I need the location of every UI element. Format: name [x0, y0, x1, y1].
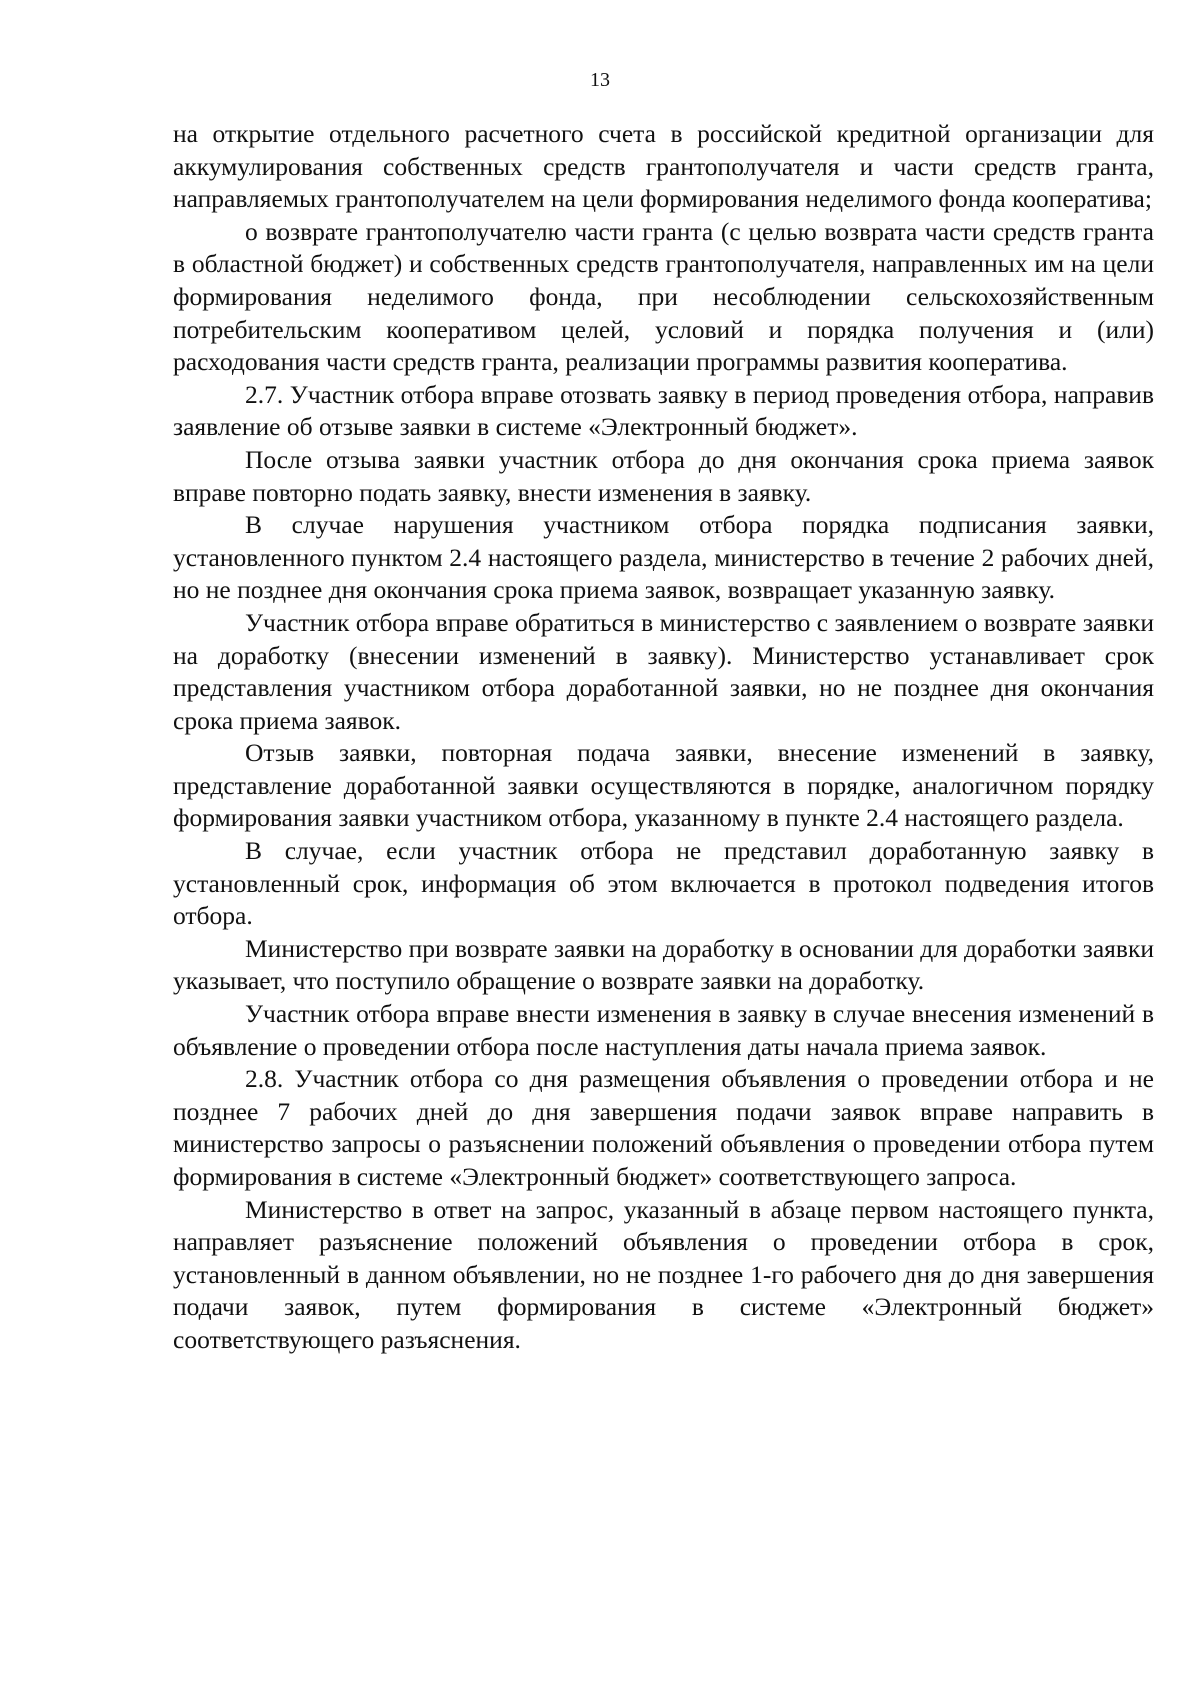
paragraph-resubmission: После отзыва заявки участник отбора до дня окончания срока приема заявок вправе повторно подать заявку, внести изменения в заявку. [173, 444, 1154, 507]
paragraph-ministry-response: Министерство в ответ на запрос, указанный в абзаце первом настоящего пункта, направляет разъяснение положений объявления о проведении отбора в срок, установленный в данном объявлении, но не позднее 1-го рабочего дня до дня завершения подачи заявок, путем формирования в системе «Электронный бюджет» соответствующего разъяснения. [173, 1194, 1154, 1354]
paragraph-announcement-changes: Участник отбора вправе внести изменения в заявку в случае внесения изменений в объявление о проведении отбора после наступления даты начала приема заявок. [173, 999, 1154, 1061]
paragraph-2-7-withdrawal: 2.7. Участник отбора вправе отозвать заявку в период проведения отбора, направив заявление об отзыве заявки в системе «Электронный бюджет». [173, 379, 1154, 442]
paragraph-2-8-clarification-requests: 2.8. Участник отбора со дня размещения объявления о проведении отбора и не позднее 7 рабочих дней до дня завершения подачи заявок вправе направить в министерство запросы о разъяснении положений объявления о проведении отбора путем формирования в системе «Электронный бюджет» соответствующего запроса. [173, 1064, 1154, 1191]
paragraph-return-for-revision: Участник отбора вправе обратиться в министерство с заявлением о возврате заявки на доработку (внесении изменений в заявку). Министерство устанавливает срок представления участником отбора доработанной заявки, но не позднее дня окончания срока приема заявок. [173, 607, 1154, 735]
paragraph-account-opening: на открытие отдельного расчетного счета в российской кредитной организации для аккумулирования собственных средств грантополучателя и части средств гранта, направляемых грантополучателем на цели формирования неделимого фонда кооператива; [173, 119, 1154, 214]
paragraph-signing-violation: В случае нарушения участником отбора порядка подписания заявки, установленного пунктом 2.4 настоящего раздела, министерство в течение 2 рабочих дней, но не позднее дня окончания срока приема заявок, возвращает указанную заявку. [173, 510, 1154, 605]
paragraph-grant-return: о возврате грантополучателю части гранта (с целью возврата части средств гранта в областной бюджет) и собственных средств грантополучателя, направленных им на цели формирования неделимого фонда, при несоблюдении сельскохозяйственным потребительским кооперативом целей, условий и порядка получения и (или) расходования части средств гранта, реализации программы развития кооператива. [173, 216, 1154, 377]
paragraph-revision-grounds: Министерство при возврате заявки на доработку в основании для доработки заявки указывает, что поступило обращение о возврате заявки на доработку. [173, 933, 1154, 996]
paragraph-revision-procedure: Отзыв заявки, повторная подача заявки, внесение изменений в заявку, представление доработанной заявки осуществляются в порядке, аналогичном порядку формирования заявки участником отбора, указанному в пункте 2.4 настоящего раздела. [173, 738, 1154, 833]
document-body [173, 118, 1154, 1357]
page-number: 13 [590, 69, 610, 91]
paragraph-missed-deadline: В случае, если участник отбора не представил доработанную заявку в установленный срок, информация об этом включается в протокол подведения итогов отбора. [173, 836, 1154, 931]
